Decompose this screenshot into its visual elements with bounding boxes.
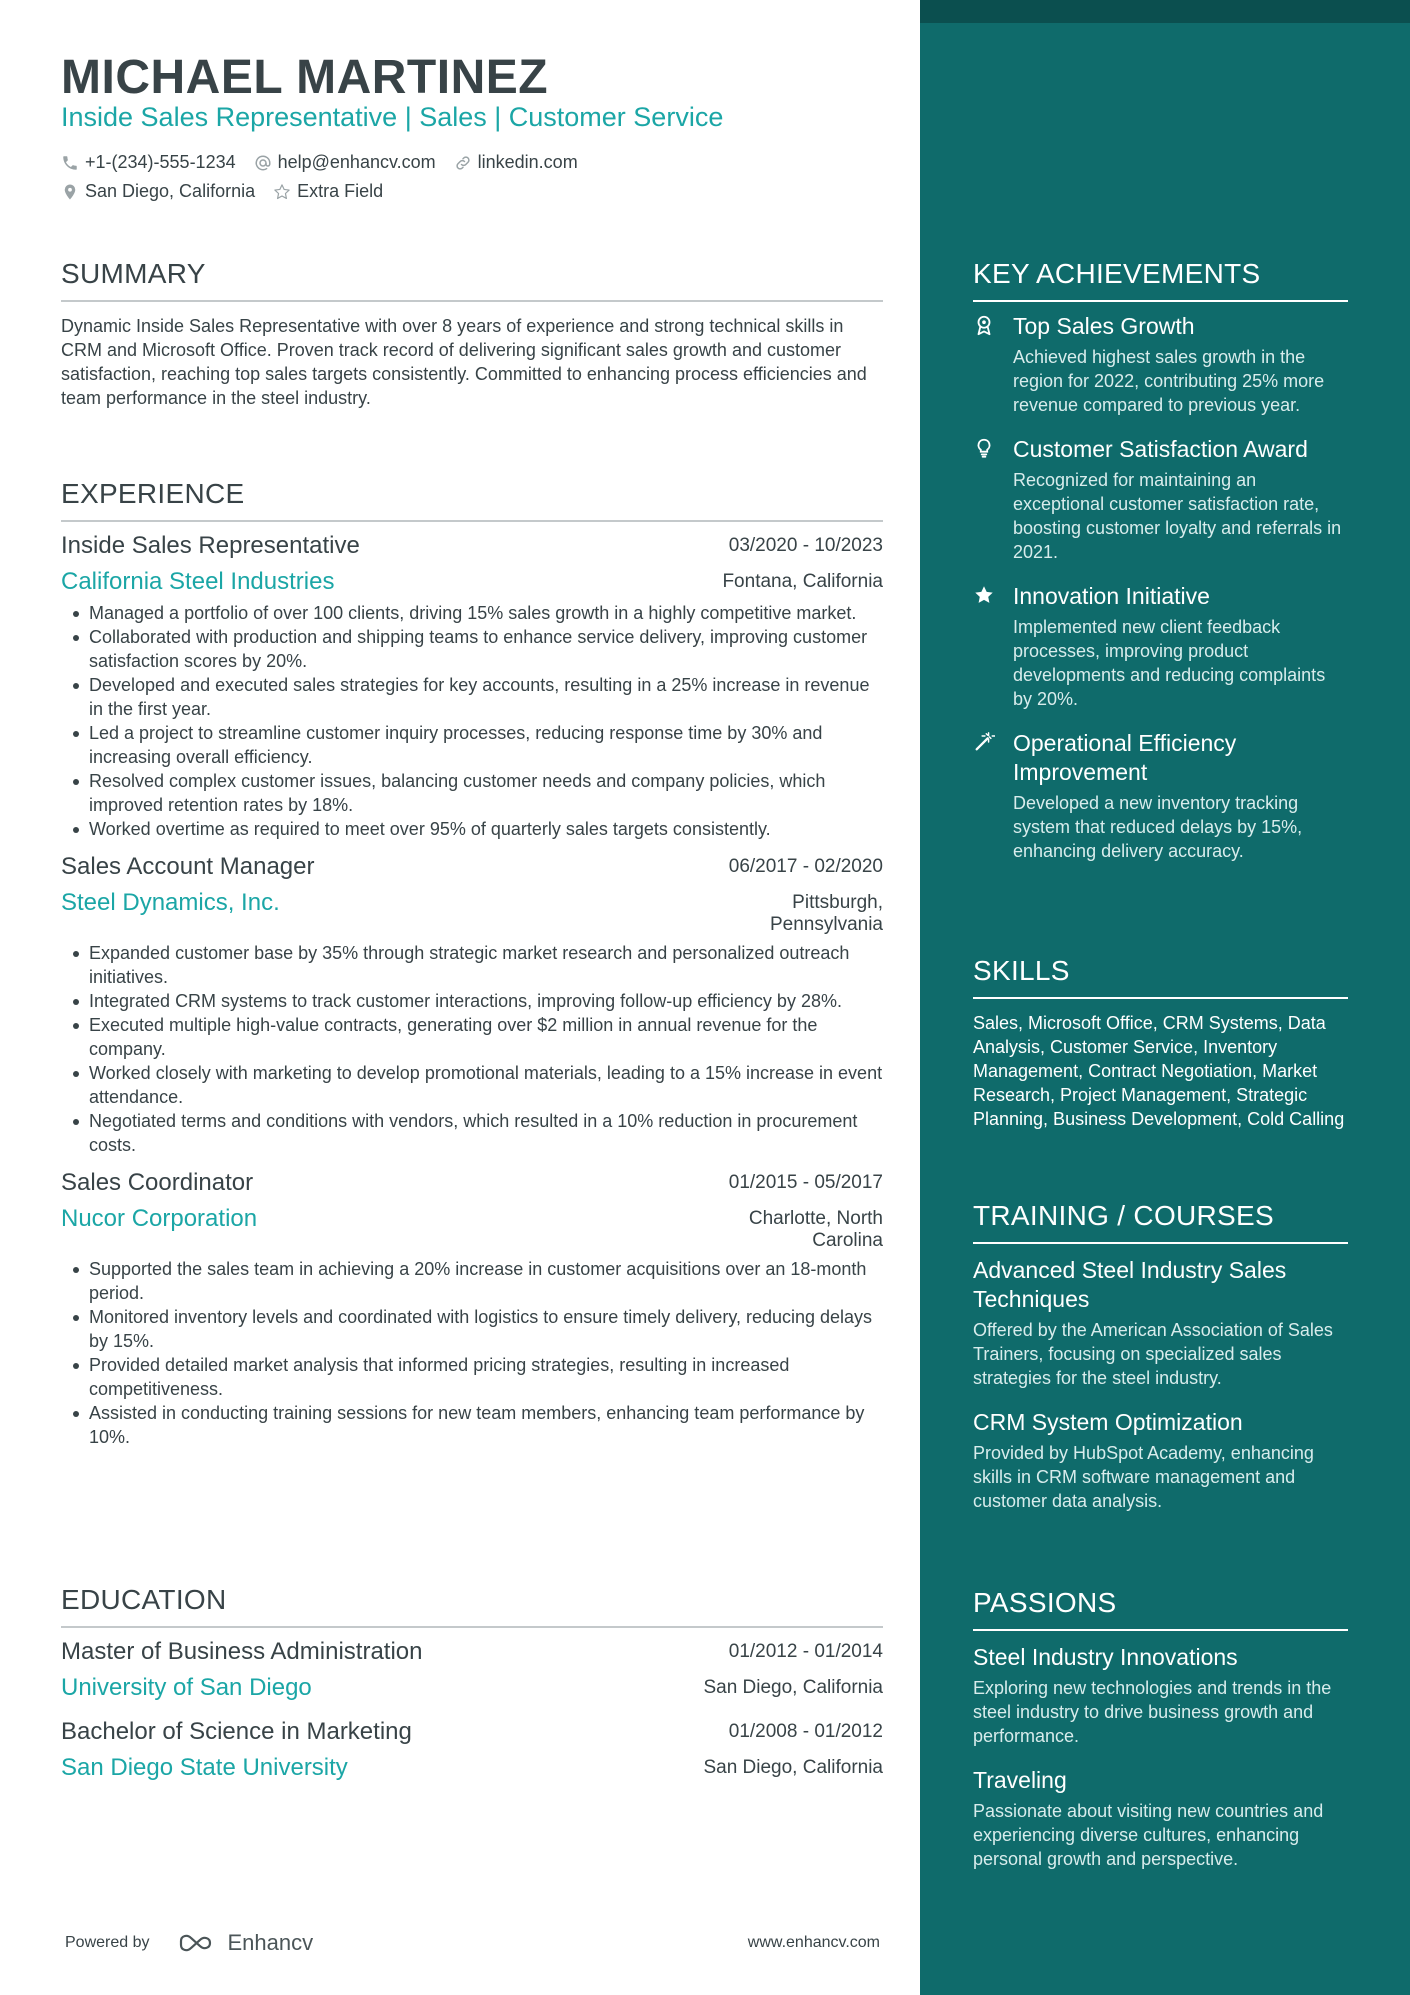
list-item: Resolved complex customer issues, balancing customer needs and company policies, which improved retention rates by 18%. bbox=[61, 769, 883, 817]
job-title: Sales Coordinator bbox=[61, 1169, 254, 1196]
degree: Bachelor of Science in Marketing bbox=[61, 1718, 412, 1745]
list-item: Expanded customer base by 35% through strategic market research and personalized outreach initiatives. bbox=[61, 941, 883, 989]
education-entry bbox=[61, 1718, 883, 1782]
passion-title: Traveling bbox=[973, 1767, 1067, 1793]
summary-section bbox=[61, 258, 883, 410]
contact-info bbox=[61, 152, 901, 210]
school[interactable]: University of San Diego bbox=[61, 1674, 312, 1701]
job-location: Pittsburgh, Pennsylvania bbox=[769, 892, 883, 935]
passion-desc: Passionate about visiting new countries and experiencing diverse cultures, enhancing personal growth and perspective. bbox=[973, 1801, 1324, 1869]
job-bullets bbox=[61, 1257, 883, 1449]
job-title: Inside Sales Representative bbox=[61, 532, 360, 559]
location-text: San Diego, California bbox=[85, 181, 256, 201]
sidebar-top-band bbox=[920, 0, 1410, 23]
link-icon bbox=[454, 154, 472, 172]
divider bbox=[973, 997, 1348, 999]
website-link[interactable]: www.enhancv.com bbox=[747, 1934, 880, 1951]
achievement-title: Customer Satisfaction Award bbox=[1013, 436, 1308, 462]
list-item: Worked overtime as required to meet over 95% of quarterly sales targets consistently. bbox=[61, 817, 883, 841]
job-location: Charlotte, North Carolina bbox=[748, 1208, 883, 1251]
linkedin-text: linkedin.com bbox=[477, 152, 578, 172]
divider bbox=[61, 520, 883, 522]
list-item: Executed multiple high-value contracts, generating over $2 million in annual revenue for the company. bbox=[61, 1013, 883, 1061]
training-heading: TRAINING / COURSES bbox=[973, 1200, 1274, 1231]
job-bullets bbox=[61, 601, 883, 841]
job-company[interactable]: California Steel Industries bbox=[61, 568, 335, 595]
passion-desc: Exploring new technologies and trends in the steel industry to drive business growth and performance. bbox=[973, 1678, 1332, 1746]
job-bullets bbox=[61, 941, 883, 1157]
achievement-item bbox=[973, 312, 1348, 417]
achievement-desc: Implemented new client feedback processes, improving product developments and reducing complaints by 20%. bbox=[1013, 617, 1326, 709]
job-company[interactable]: Nucor Corporation bbox=[61, 1205, 258, 1232]
candidate-name: MICHAEL MARTINEZ bbox=[61, 51, 549, 104]
extra-text: Extra Field bbox=[297, 181, 384, 201]
divider bbox=[61, 1626, 883, 1628]
list-item: Assisted in conducting training sessions for new team members, enhancing team performance by 10%. bbox=[61, 1401, 883, 1449]
passions-section bbox=[973, 1587, 1348, 1871]
list-item: Negotiated terms and conditions with vendors, which resulted in a 10% reduction in procurement costs. bbox=[61, 1109, 883, 1157]
achievement-item bbox=[973, 582, 1348, 711]
lightbulb-icon bbox=[973, 437, 995, 459]
list-item: Worked closely with marketing to develop promotional materials, leading to a 15% increase in event attendance. bbox=[61, 1061, 883, 1109]
training-desc: Offered by the American Association of Sales Trainers, focusing on specialized sales strategies for the steel industry. bbox=[973, 1320, 1333, 1388]
headline: Inside Sales Representative | Sales | Customer Service bbox=[61, 102, 724, 132]
divider bbox=[61, 300, 883, 302]
powered-by-label: Powered by bbox=[65, 1934, 150, 1951]
training-title: CRM System Optimization bbox=[973, 1409, 1243, 1435]
experience-section bbox=[61, 478, 883, 1449]
enhancv-logo[interactable] bbox=[174, 1930, 314, 1956]
footer bbox=[65, 1930, 880, 1956]
passion-title: Steel Industry Innovations bbox=[973, 1644, 1238, 1670]
skills-heading: SKILLS bbox=[973, 955, 1070, 986]
achievement-title: Innovation Initiative bbox=[1013, 583, 1210, 609]
divider bbox=[973, 1629, 1348, 1631]
star-icon bbox=[973, 584, 995, 606]
education-heading: EDUCATION bbox=[61, 1584, 227, 1615]
job-company[interactable]: Steel Dynamics, Inc. bbox=[61, 889, 280, 916]
divider bbox=[973, 1242, 1348, 1244]
list-item: Developed and executed sales strategies for key accounts, resulting in a 25% increase in revenue in the first year. bbox=[61, 673, 883, 721]
divider bbox=[973, 300, 1348, 302]
training-title: Advanced Steel Industry Sales Techniques bbox=[973, 1257, 1287, 1312]
achievement-title: Top Sales Growth bbox=[1013, 313, 1195, 339]
achievement-title: Operational Efficiency Improvement bbox=[1013, 730, 1237, 785]
contact-extra bbox=[273, 181, 383, 202]
job-date: 01/2015 - 05/2017 bbox=[728, 1172, 883, 1193]
contact-linkedin[interactable] bbox=[454, 152, 578, 173]
contact-location bbox=[61, 181, 255, 202]
summary-heading: SUMMARY bbox=[61, 258, 206, 289]
contact-phone[interactable] bbox=[61, 152, 236, 173]
education-date: 01/2012 - 01/2014 bbox=[728, 1641, 883, 1662]
education-location: San Diego, California bbox=[703, 1677, 883, 1698]
achievement-item bbox=[973, 435, 1348, 564]
list-item: Provided detailed market analysis that informed pricing strategies, resulting in increased competitiveness. bbox=[61, 1353, 883, 1401]
achievements-section bbox=[973, 258, 1348, 863]
job-location: Fontana, California bbox=[722, 571, 883, 592]
education-date: 01/2008 - 01/2012 bbox=[728, 1721, 883, 1742]
training-section bbox=[973, 1200, 1348, 1513]
job-entry bbox=[61, 1169, 883, 1449]
email-text: help@enhancv.com bbox=[277, 152, 436, 172]
brand-name: Enhancv bbox=[227, 1930, 314, 1955]
training-desc: Provided by HubSpot Academy, enhancing skills in CRM software management and customer data analysis. bbox=[973, 1443, 1314, 1511]
list-item: Integrated CRM systems to track customer interactions, improving follow-up efficiency by 28%. bbox=[61, 989, 883, 1013]
summary-text: Dynamic Inside Sales Representative with over 8 years of experience and strong technical skills in CRM and Microsoft Office. Proven track record of delivering significant sales growth and customer satisfaction, reaching top sales targets consistently. Committed to enhancing process efficiencies and team performance in the steel industry. bbox=[61, 316, 867, 408]
skills-section bbox=[973, 955, 1348, 1131]
job-date: 03/2020 - 10/2023 bbox=[728, 535, 883, 556]
phone-icon bbox=[61, 154, 79, 172]
job-entry bbox=[61, 853, 883, 1157]
powered-by bbox=[65, 1930, 313, 1956]
degree: Master of Business Administration bbox=[61, 1638, 423, 1665]
education-location: San Diego, California bbox=[703, 1757, 883, 1778]
job-entry bbox=[61, 532, 883, 841]
experience-heading: EXPERIENCE bbox=[61, 478, 245, 509]
list-item: Supported the sales team in achieving a 20% increase in customer acquisitions over an 18-month period. bbox=[61, 1257, 883, 1305]
achievement-desc: Developed a new inventory tracking system that reduced delays by 15%, enhancing delivery accuracy. bbox=[1013, 793, 1303, 861]
education-entry bbox=[61, 1638, 883, 1702]
location-pin-icon bbox=[61, 183, 79, 201]
list-item: Managed a portfolio of over 100 clients, driving 15% sales growth in a highly competitive market. bbox=[61, 601, 883, 625]
achievement-desc: Recognized for maintaining an exceptional customer satisfaction rate, boosting customer loyalty and referrals in 2021. bbox=[1013, 470, 1342, 562]
list-item: Collaborated with production and shipping teams to enhance service delivery, improving customer satisfaction scores by 20%. bbox=[61, 625, 883, 673]
job-title: Sales Account Manager bbox=[61, 853, 315, 880]
award-icon bbox=[973, 314, 995, 336]
star-outline-icon bbox=[273, 183, 291, 201]
education-section bbox=[61, 1584, 883, 1782]
achievements-heading: KEY ACHIEVEMENTS bbox=[973, 258, 1261, 289]
magic-wand-icon bbox=[973, 731, 995, 753]
at-icon bbox=[254, 154, 272, 172]
job-date: 06/2017 - 02/2020 bbox=[728, 856, 883, 877]
contact-email[interactable] bbox=[254, 152, 436, 173]
list-item: Led a project to streamline customer inquiry processes, reducing response time by 30% and increasing overall efficiency. bbox=[61, 721, 883, 769]
achievement-item bbox=[973, 729, 1348, 863]
achievement-desc: Achieved highest sales growth in the region for 2022, contributing 25% more revenue compared to previous year. bbox=[1013, 347, 1325, 415]
infinity-logo-icon bbox=[174, 1931, 220, 1955]
phone-text: +1-(234)-555-1234 bbox=[85, 152, 236, 172]
passions-heading: PASSIONS bbox=[973, 1587, 1117, 1618]
skills-text: Sales, Microsoft Office, CRM Systems, Data Analysis, Customer Service, Inventory Management, Contract Negotiation, Market Research, Project Management, Strategic Planning, Business Development, Cold Calling bbox=[973, 1013, 1345, 1129]
list-item: Monitored inventory levels and coordinated with logistics to ensure timely delivery, reducing delays by 15%. bbox=[61, 1305, 883, 1353]
school[interactable]: San Diego State University bbox=[61, 1754, 348, 1781]
